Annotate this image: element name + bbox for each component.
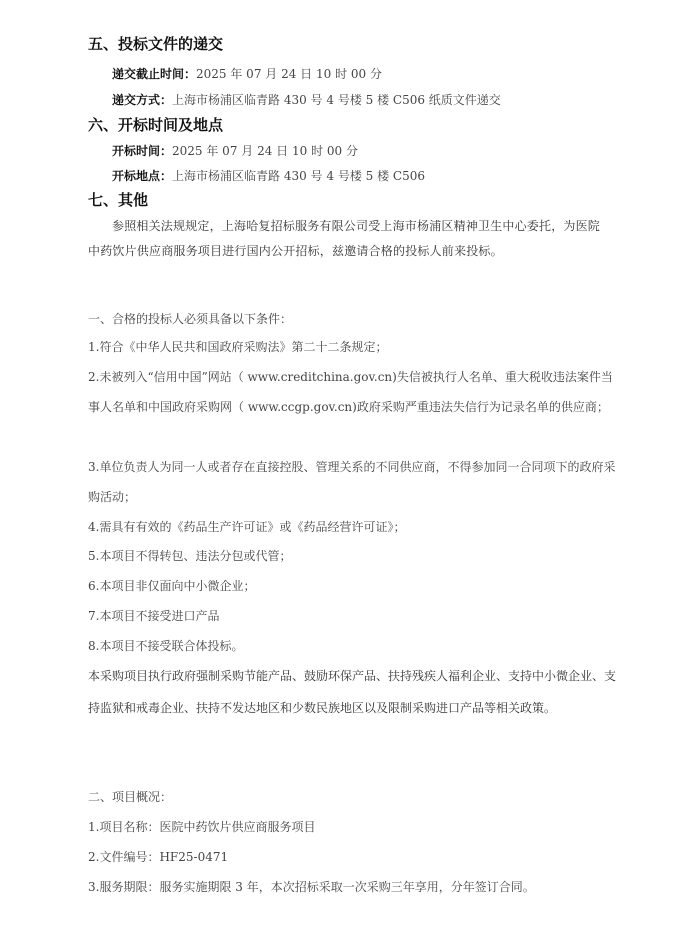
- opening-place-row: [112, 167, 425, 185]
- qualification-item: 3.单位负责人为同一人或者存在直接控股、管理关系的不同供应商，不得参加同一合同项下的政府采购活动；: [88, 460, 616, 504]
- section-7-title: 七、其他: [88, 191, 149, 209]
- section-6-title: 六、开标时间及地点: [88, 116, 224, 134]
- qualification-item: 6.本项目非仅面向中小微企业；: [88, 579, 256, 593]
- section-5-title: 五、投标文件的递交: [88, 35, 224, 53]
- qualification-item: 7.本项目不接受进口产品: [88, 609, 220, 623]
- qualification-item: 2.未被列入“信用中国”网站（ www.creditchina.gov.cn)失信被执行人名单、重大税收违法案件当事人名单和中国政府采购网（ www.ccgp.gov.cn)政府采购严重违法失信行为记录名单的供应商；: [88, 370, 613, 414]
- opening-time-label: 开标时间：: [112, 144, 173, 158]
- overview-item: 3.服务期限：服务实施期限 3 年，本次招标采取一次采购三年享用，分年签订合同。: [88, 880, 535, 894]
- qualification-item: 1.符合《中华人民共和国政府采购法》第二十二条规定；: [88, 340, 388, 354]
- deadline-value: 2025 年 07 月 24 日 10 时 00 分: [196, 67, 382, 81]
- qualification-item: 5.本项目不得转包、违法分包或代管；: [88, 549, 292, 563]
- policy-paragraph: 本采购项目执行政府强制采购节能产品、鼓励环保产品、扶持残疾人福利企业、支持中小微企业、支持监狱和戒毒企业、扶持不发达地区和少数民族地区以及限制采购进口产品等相关政策。: [88, 669, 617, 715]
- opening-time-row: [112, 142, 358, 160]
- deadline-label: 递交截止时间：: [112, 67, 197, 81]
- qualifications-heading: 一、合格的投标人必须具备以下条件：: [88, 312, 293, 326]
- submission-method-row: [112, 91, 501, 109]
- opening-time-value: 2025 年 07 月 24 日 10 时 00 分: [172, 144, 358, 158]
- section-7-paragraph: 参照相关法规规定，上海哈复招标服务有限公司受上海市杨浦区精神卫生中心委托，为医院中药饮片供应商服务项目进行国内公开招标，兹邀请合格的投标人前来投标。: [88, 219, 601, 258]
- deadline-row: [112, 65, 382, 83]
- opening-place-value: 上海市杨浦区临青路 430 号 4 号楼 5 楼 C506: [172, 169, 425, 183]
- overview-item: 2.文件编号：HF25-0471: [88, 850, 229, 864]
- qualification-item: 8.本项目不接受联合体投标。: [88, 639, 244, 653]
- method-value: 上海市杨浦区临青路 430 号 4 号楼 5 楼 C506 纸质文件递交: [172, 93, 501, 107]
- method-label: 递交方式：: [112, 93, 173, 107]
- opening-place-label: 开标地点：: [112, 169, 173, 183]
- qualification-item: 4.需具有有效的《药品生产许可证》或《药品经营许可证》；: [88, 520, 406, 534]
- overview-item: 1.项目名称：医院中药饮片供应商服务项目: [88, 820, 316, 834]
- overview-heading: 二、项目概况：: [88, 790, 173, 804]
